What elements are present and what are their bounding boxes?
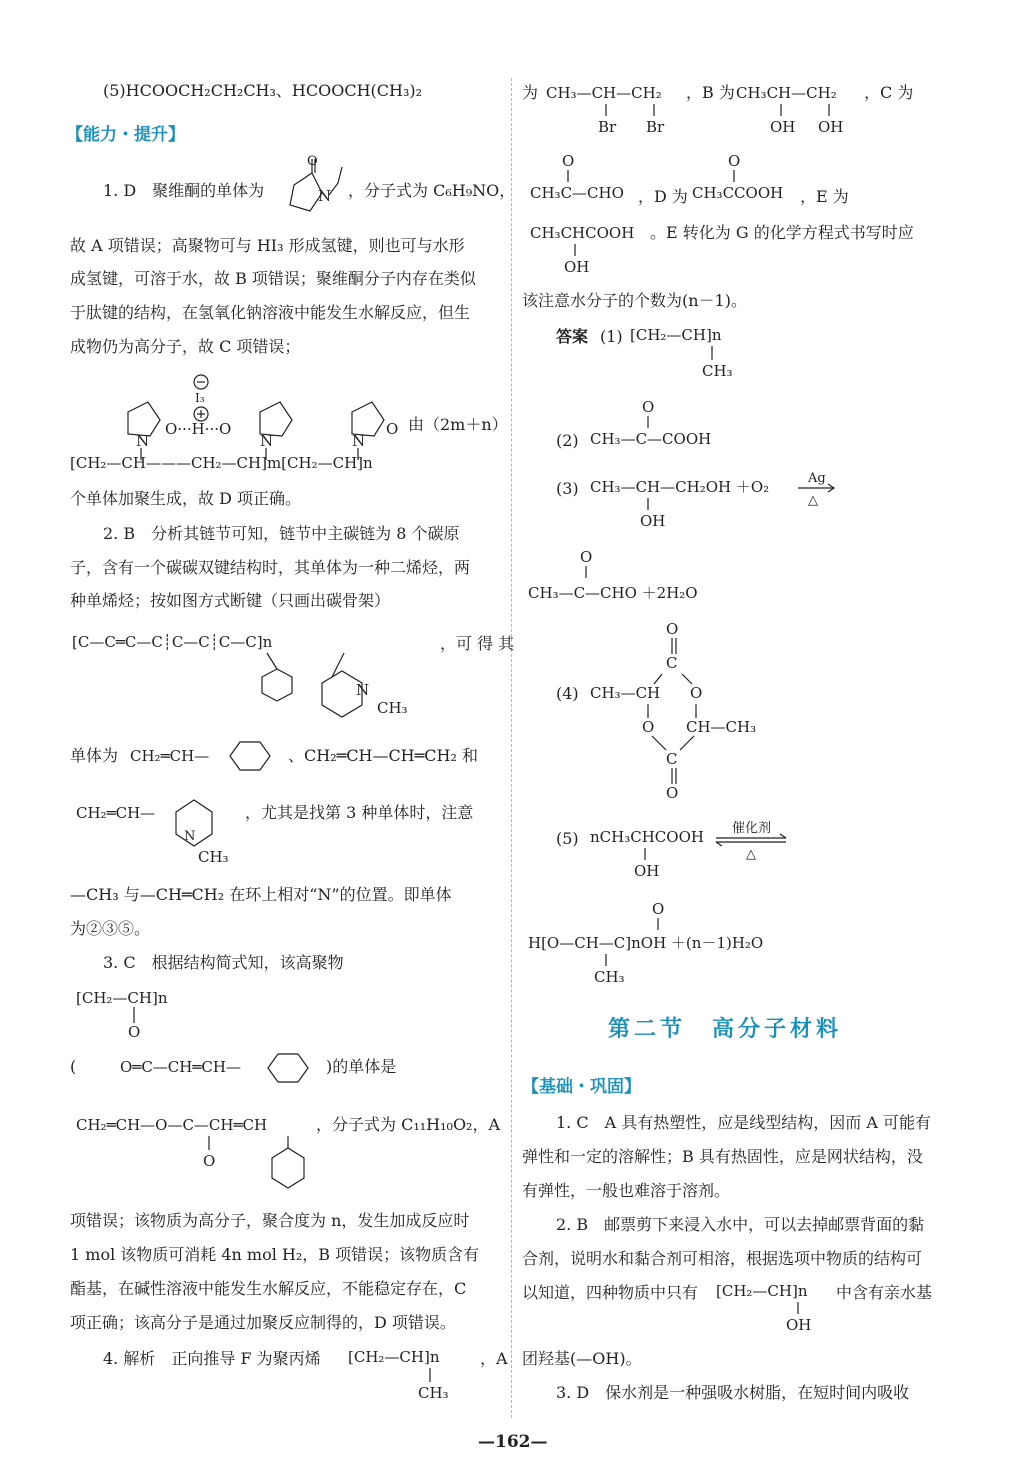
text-line: 为②③⑤。 bbox=[70, 919, 151, 938]
text-line: 酯基，在碱性溶液中能发生水解反应，不能稳定存在，C bbox=[70, 1279, 467, 1298]
svg-text:O: O bbox=[642, 718, 655, 736]
vinylpyridine-structure bbox=[76, 790, 246, 870]
text-line: 单体为 bbox=[70, 746, 119, 765]
svg-text:C: C bbox=[666, 750, 678, 768]
svg-text:O: O bbox=[642, 398, 655, 416]
text-line: 成物仍为高分子，故 C 项错误； bbox=[70, 337, 301, 356]
text-line: ，A bbox=[480, 1349, 508, 1368]
svg-text:△: △ bbox=[808, 493, 818, 508]
svg-text:N: N bbox=[356, 681, 370, 699]
svg-text:OH: OH bbox=[640, 512, 666, 530]
chapter-title: 第二节 高分子材料 bbox=[608, 1017, 843, 1042]
svg-text:CH₃: CH₃ bbox=[198, 848, 229, 866]
svg-text:[CH₂—CH———CH₂—CH]m[CH₂—CH]n: [CH₂—CH———CH₂—CH]m[CH₂—CH]n bbox=[70, 454, 373, 472]
polymer-hydrogen-bond-diagram bbox=[70, 372, 410, 482]
svg-text:C: C bbox=[666, 654, 678, 672]
styrene-structure bbox=[130, 735, 290, 777]
svg-text:O: O bbox=[728, 152, 741, 170]
svg-text:O: O bbox=[307, 154, 318, 169]
text-line: 3. D 保水剂是一种强吸水树脂，在短时间内吸收 bbox=[556, 1383, 910, 1402]
text-line: 项正确；该高分子是通过加聚反应制得的，D 项错误。 bbox=[70, 1313, 456, 1332]
svg-text:Br: Br bbox=[598, 118, 617, 136]
svg-text:I₃: I₃ bbox=[195, 391, 205, 405]
text-line: ，可 得 其 bbox=[440, 634, 515, 653]
svg-text:CH₂═CH—: CH₂═CH— bbox=[76, 804, 156, 822]
svg-text:O···H···O: O···H···O bbox=[165, 420, 232, 438]
text-line: ，尤其是找第 3 种单体时，注意 bbox=[245, 803, 474, 822]
vinyl-cinnamate-structure bbox=[76, 1108, 316, 1198]
answer-1-structure bbox=[630, 318, 760, 384]
polylactic-acid-structure bbox=[528, 898, 828, 990]
svg-text:CH₃C—CHO: CH₃C—CHO bbox=[530, 184, 624, 202]
svg-text:OH: OH bbox=[564, 258, 590, 276]
svg-text:OH: OH bbox=[770, 118, 796, 136]
answer-num: (5) bbox=[556, 829, 579, 848]
svg-text:催化剂: 催化剂 bbox=[732, 821, 772, 836]
svg-text:OH: OH bbox=[818, 118, 844, 136]
svg-text:CH₃: CH₃ bbox=[418, 1384, 449, 1402]
carbon-skeleton-diagram bbox=[72, 625, 422, 725]
pyruvaldehyde-structure bbox=[530, 152, 640, 212]
svg-text:OH: OH bbox=[786, 1316, 812, 1334]
text-line: 故 A 项错误；高聚物可与 HI₃ 形成氢键，则也可与水形 bbox=[70, 236, 465, 255]
svg-text:CH—CH₃: CH—CH₃ bbox=[686, 718, 757, 736]
text-line: ，C 为 bbox=[864, 83, 914, 102]
text-line: 中含有亲水基 bbox=[836, 1283, 933, 1302]
svg-text:CH₃—CH: CH₃—CH bbox=[590, 684, 661, 702]
text-line: 4. 解析 正向推导 F 为聚丙烯 bbox=[103, 1349, 321, 1368]
svg-text:O: O bbox=[562, 152, 575, 170]
text-line: 子，含有一个碳碳双键结构时，其单体为一种二烯烃，两 bbox=[70, 558, 471, 577]
text-line: ，E 为 bbox=[800, 187, 849, 206]
text-line: 合剂，说明水和黏合剂可相溶，根据选项中物质的结构可 bbox=[522, 1249, 923, 1268]
text-line: 由（2m＋n） bbox=[408, 415, 508, 434]
section-heading-ability: 【能力・提升】 bbox=[66, 125, 185, 145]
svg-text:[CH₂—CH]n: [CH₂—CH]n bbox=[348, 1348, 440, 1366]
text-line: ，分子式为 C₁₁H₁₀O₂，A bbox=[316, 1115, 501, 1134]
svg-text:O: O bbox=[128, 1023, 141, 1041]
svg-text:O: O bbox=[652, 900, 665, 918]
svg-text:N: N bbox=[318, 187, 332, 205]
answer-3-equation-part1 bbox=[590, 466, 850, 532]
section-heading-basic: 【基础・巩固】 bbox=[522, 1077, 641, 1097]
answer-5-equation-part1 bbox=[590, 816, 800, 884]
svg-text:N: N bbox=[260, 432, 274, 450]
polypropylene-structure bbox=[348, 1340, 488, 1402]
svg-text:N: N bbox=[184, 829, 196, 844]
text-line: 弹性和一定的溶解性；B 具有热固性，应是网状结构，没 bbox=[522, 1147, 923, 1166]
svg-text:CH₃—CH—CH₂OH ＋O₂: CH₃—CH—CH₂OH ＋O₂ bbox=[590, 478, 770, 496]
svg-text:CH₃—C—CHO ＋2H₂O: CH₃—C—CHO ＋2H₂O bbox=[528, 584, 698, 602]
svg-text:CH₃—CH—CH₂: CH₃—CH—CH₂ bbox=[546, 84, 662, 102]
answer-2-structure bbox=[590, 396, 740, 456]
text-line: 项错误；该物质为高分子，聚合度为 n，发生加成反应时 bbox=[70, 1211, 470, 1230]
svg-text:N: N bbox=[352, 432, 366, 450]
text-line: 成氢键，可溶于水，故 B 项错误；聚维酮分子内存在类似 bbox=[70, 269, 476, 288]
text-line: 1. C A 具有热塑性，应是线型结构，因而 A 可能有 bbox=[556, 1113, 931, 1132]
svg-text:CH₃—C—COOH: CH₃—C—COOH bbox=[590, 430, 712, 448]
pyruvic-acid-structure bbox=[692, 152, 802, 212]
lactide-structure bbox=[590, 618, 780, 803]
text-line: 、CH₂═CH—CH═CH₂ 和 bbox=[288, 746, 478, 765]
svg-text:CH₃: CH₃ bbox=[702, 362, 733, 380]
svg-text:O: O bbox=[580, 548, 593, 566]
svg-text:OH: OH bbox=[634, 862, 660, 880]
polyvinyl-alcohol-structure bbox=[716, 1274, 836, 1336]
text-line: —CH₃ 与—CH═CH₂ 在环上相对“N”的位置。即单体 bbox=[70, 885, 452, 904]
cinnamate-structure bbox=[120, 1042, 320, 1090]
svg-text:[CH₂—CH]n: [CH₂—CH]n bbox=[716, 1282, 808, 1300]
text-line: ，D 为 bbox=[638, 187, 688, 206]
text-line: 有弹性，一般也难溶于溶剂。 bbox=[522, 1181, 731, 1200]
text-line: )的单体是 bbox=[326, 1057, 397, 1076]
svg-text:[C—C═C—C┊C—C┊C—C]n: [C—C═C—C┊C—C┊C—C]n bbox=[72, 633, 273, 651]
svg-text:N: N bbox=[136, 432, 150, 450]
svg-text:O: O bbox=[666, 620, 679, 638]
svg-text:CH₃: CH₃ bbox=[594, 968, 625, 986]
answer-num: (1) bbox=[600, 327, 623, 346]
text-line: ，分子式为 C₆H₉NO， bbox=[348, 181, 516, 200]
text-line: 。E 转化为 G 的化学方程式书写时应 bbox=[650, 223, 914, 242]
svg-text:CH₂═CH—: CH₂═CH— bbox=[130, 747, 210, 765]
svg-text:O: O bbox=[386, 420, 399, 438]
answer-num: (2) bbox=[556, 431, 579, 450]
svg-text:CH₃: CH₃ bbox=[377, 699, 408, 717]
monomer-structure-diagram bbox=[282, 155, 352, 220]
svg-text:CH₃CHCOOH: CH₃CHCOOH bbox=[530, 224, 635, 242]
text-line: 种单烯烃；按如图方式断键（只画出碳骨架） bbox=[70, 591, 391, 610]
text-line: 于肽键的结构，在氢氧化钠溶液中能发生水解反应，但生 bbox=[70, 303, 471, 322]
text-line: (5)HCOOCH₂CH₂CH₃、HCOOCH(CH₃)₂ bbox=[103, 81, 423, 100]
svg-text:nCH₃CHCOOH: nCH₃CHCOOH bbox=[590, 828, 704, 846]
svg-text:O: O bbox=[666, 784, 679, 802]
text-line: 以知道，四种物质中只有 bbox=[522, 1283, 699, 1302]
answer-num: (3) bbox=[556, 479, 579, 498]
column-divider bbox=[511, 78, 512, 1418]
svg-text:CH₃CH—CH₂: CH₃CH—CH₂ bbox=[736, 84, 837, 102]
svg-text:△: △ bbox=[746, 847, 756, 862]
answer-label: 答案 bbox=[556, 327, 589, 346]
answer-num: (4) bbox=[556, 684, 579, 703]
text-line: 该注意水分子的个数为(n－1)。 bbox=[522, 291, 747, 310]
text-line: 2. B 邮票剪下来浸入水中，可以去掉邮票背面的黏 bbox=[556, 1215, 925, 1234]
text-line: 1. D 聚维酮的单体为 bbox=[103, 181, 265, 200]
svg-text:CH₂═CH—O—C—CH═CH: CH₂═CH—O—C—CH═CH bbox=[76, 1116, 268, 1134]
text-line: 1 mol 该物质可消耗 4n mol H₂，B 项错误；该物质含有 bbox=[70, 1245, 480, 1264]
svg-text:O: O bbox=[203, 1152, 216, 1170]
text-line: 2. B 分析其链节可知，链节中主碳链为 8 个碳原 bbox=[103, 524, 460, 543]
text-line: 团羟基(—OH)。 bbox=[522, 1349, 642, 1368]
text-line: ( bbox=[70, 1057, 77, 1076]
svg-text:Ag: Ag bbox=[808, 471, 826, 486]
text-line: 个单体加聚生成，故 D 项正确。 bbox=[70, 489, 302, 508]
svg-text:Br: Br bbox=[646, 118, 665, 136]
svg-text:CH₃CCOOH: CH₃CCOOH bbox=[692, 184, 784, 202]
text-line: 3. C 根据结构简式知，该高聚物 bbox=[103, 953, 344, 972]
lactic-acid-structure bbox=[530, 222, 660, 280]
svg-text:O═C—CH═CH—: O═C—CH═CH— bbox=[120, 1058, 241, 1076]
polymer-chain-structure bbox=[76, 985, 168, 1045]
page-number: —162— bbox=[478, 1432, 548, 1452]
svg-text:H[O—CH—C]nOH ＋(n－1)H₂O: H[O—CH—C]nOH ＋(n－1)H₂O bbox=[528, 934, 764, 952]
text-line: ，B 为 bbox=[686, 83, 735, 102]
text-line: 为 bbox=[522, 83, 539, 102]
propanediol-structure bbox=[736, 76, 866, 138]
svg-text:[CH₂—CH]n: [CH₂—CH]n bbox=[76, 989, 168, 1007]
svg-text:O: O bbox=[690, 684, 703, 702]
dibromopropane-structure bbox=[546, 76, 686, 138]
svg-text:[CH₂—CH]n: [CH₂—CH]n bbox=[630, 326, 722, 344]
answer-3-equation-part2 bbox=[528, 546, 748, 606]
